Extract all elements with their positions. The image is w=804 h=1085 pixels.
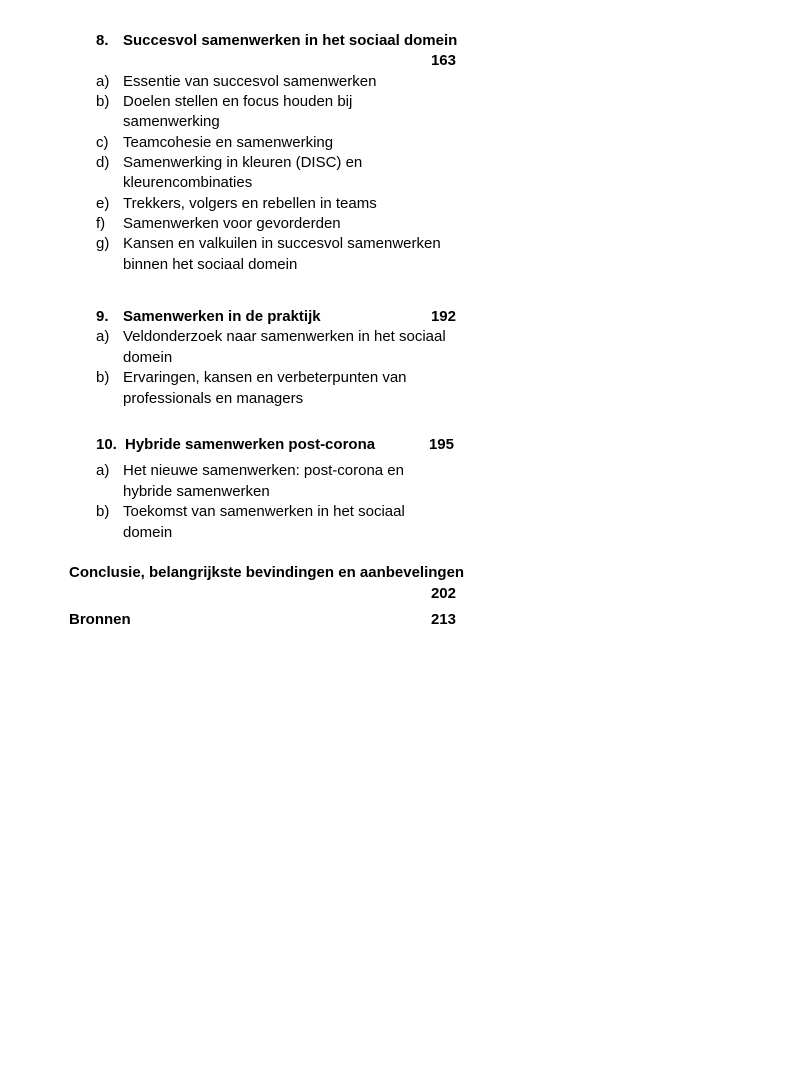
item-text: Doelen stellen en focus houden bij	[123, 93, 353, 110]
item-text: Samenwerking in kleuren (DISC) en	[123, 154, 363, 171]
item-letter: e)	[96, 195, 110, 212]
item-text: Trekkers, volgers en rebellen in teams	[123, 195, 377, 212]
item-letter: c)	[96, 134, 109, 151]
sources-page: 213	[430, 611, 456, 628]
item-letter: a)	[96, 73, 110, 90]
item-letter: b)	[96, 503, 110, 520]
item-text-continued: kleurencombinaties	[123, 174, 253, 191]
item-text: Samenwerken voor gevorderden	[123, 215, 341, 232]
item-letter: g)	[96, 235, 110, 252]
item-text-continued: professionals en managers	[123, 390, 304, 407]
chapter-8-page: 163	[430, 52, 456, 69]
chapter-8-number: 8.	[96, 32, 109, 49]
chapter-9-page: 192	[430, 308, 456, 325]
item-text: Toekomst van samenwerken in het sociaal	[123, 503, 405, 520]
chapter-9-title: Samenwerken in de praktijk	[123, 308, 321, 325]
item-text: Het nieuwe samenwerken: post-corona en	[123, 462, 404, 479]
item-letter: b)	[96, 369, 110, 386]
chapter-9-number: 9.	[96, 308, 109, 325]
item-text-continued: domein	[123, 524, 173, 541]
item-text-continued: hybride samenwerken	[123, 483, 270, 500]
chapter-10-page: 195	[428, 436, 454, 453]
chapter-8-title: Succesvol samenwerken in het sociaal domein	[123, 32, 458, 49]
chapter-10-number: 10.	[96, 436, 117, 453]
item-text-continued: samenwerking	[123, 113, 220, 130]
item-letter: d)	[96, 154, 110, 171]
chapter-10-title: Hybride samenwerken post-corona	[125, 436, 376, 453]
item-text: Teamcohesie en samenwerking	[123, 134, 334, 151]
item-letter: f)	[96, 215, 106, 232]
item-text-continued: binnen het sociaal domein	[123, 256, 298, 273]
conclusion-title: Conclusie, belangrijkste bevindingen en aanbevelingen	[69, 564, 465, 581]
item-text: Veldonderzoek naar samenwerken in het sociaal	[123, 328, 446, 345]
item-letter: a)	[96, 328, 110, 345]
item-text-continued: domein	[123, 349, 173, 366]
item-text: Kansen en valkuilen in succesvol samenwerken	[123, 235, 441, 252]
item-letter: a)	[96, 462, 110, 479]
conclusion-page: 202	[430, 585, 456, 602]
sources-title: Bronnen	[69, 611, 131, 628]
item-letter: b)	[96, 93, 110, 110]
item-text: Essentie van succesvol samenwerken	[123, 73, 377, 90]
item-text: Ervaringen, kansen en verbeterpunten van	[123, 369, 407, 386]
